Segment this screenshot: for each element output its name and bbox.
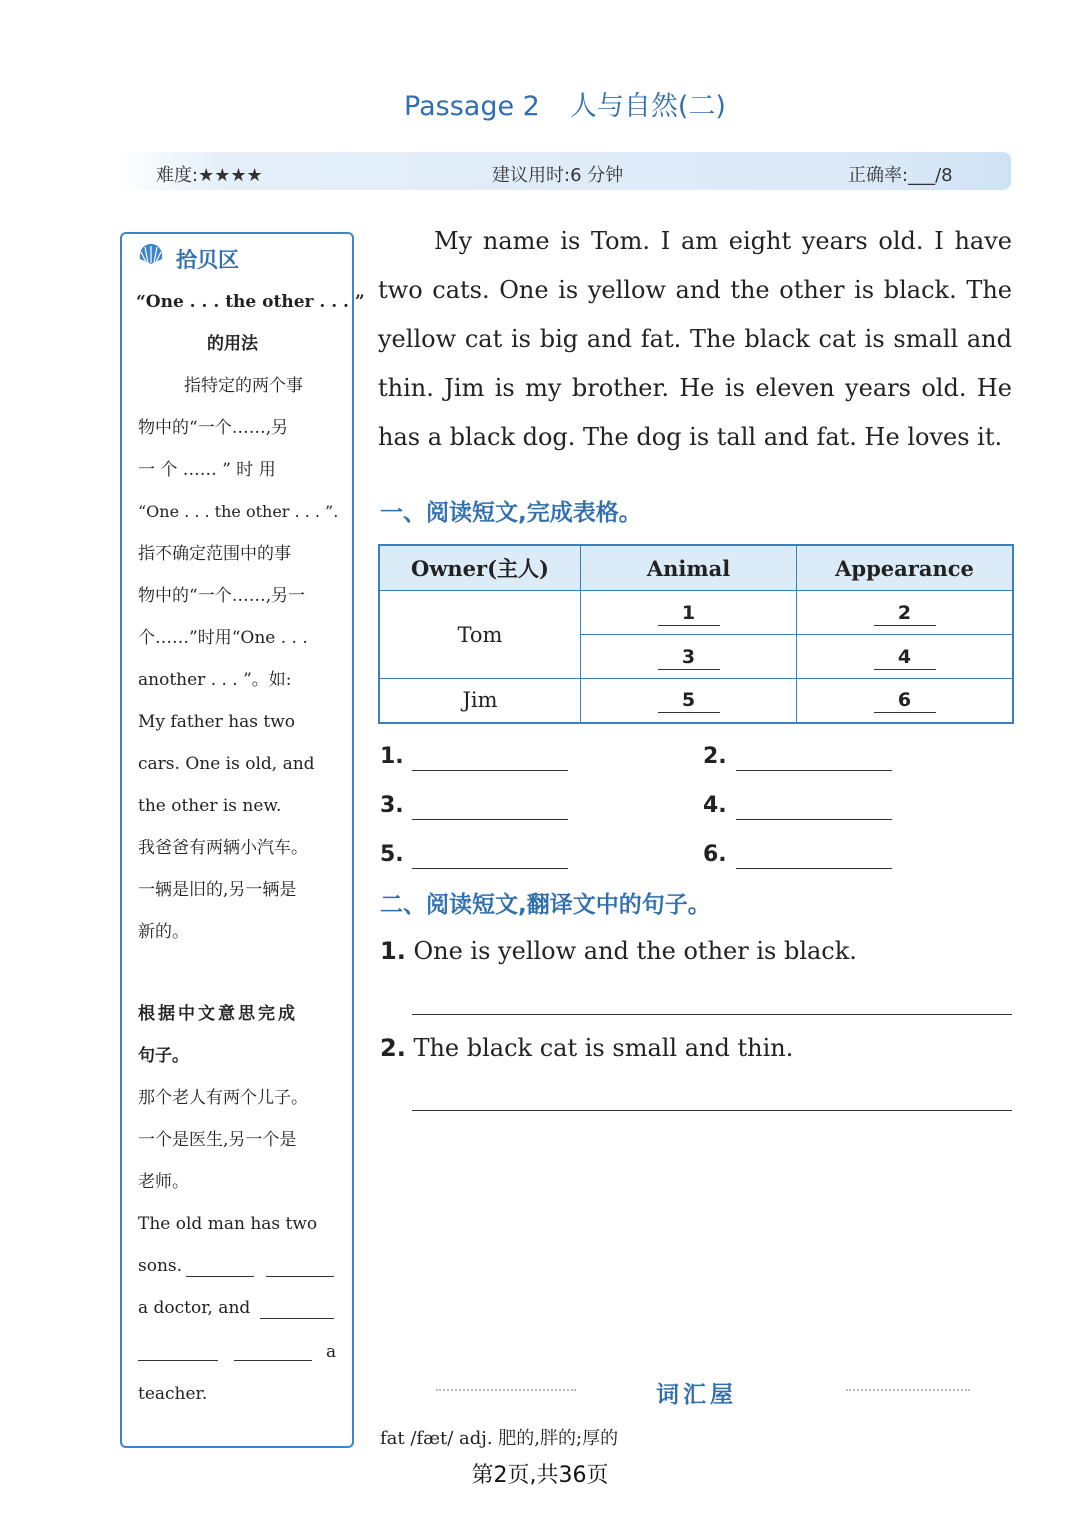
- sidebar-line: 物中的“一个……,另一: [138, 586, 306, 606]
- translation-question: [380, 1034, 793, 1062]
- exercise-title: 句子。: [138, 1046, 189, 1066]
- table-header: Appearance: [797, 545, 1014, 591]
- blank-label: 6: [874, 688, 936, 713]
- answer-line[interactable]: [412, 770, 568, 771]
- fill-blank[interactable]: [260, 1302, 334, 1319]
- answer-line[interactable]: [412, 819, 568, 820]
- vocab-entry: fat /fæt/ adj. 肥的,胖的;厚的: [380, 1428, 619, 1449]
- exercise-english: a: [326, 1342, 337, 1362]
- exercise-chinese: 那个老人有两个儿子。: [138, 1088, 308, 1108]
- sidebar-line: the other is new.: [138, 796, 282, 816]
- table-header: Animal: [581, 545, 797, 591]
- sidebar-line: 新的。: [138, 922, 189, 942]
- info-bar: [118, 152, 1011, 190]
- sidebar-line: 指不确定范围中的事: [138, 544, 291, 564]
- exercise-english: a doctor, and: [138, 1298, 251, 1318]
- page-number: 第2页,共36页: [471, 1463, 609, 1488]
- sidebar-line: another . . . ”。如:: [138, 670, 292, 690]
- fill-blank[interactable]: [138, 1344, 218, 1361]
- shell-icon: [138, 242, 164, 266]
- translation-answer-line[interactable]: [412, 1014, 1012, 1015]
- answer-label: 6.: [703, 842, 727, 867]
- fill-blank[interactable]: [234, 1344, 312, 1361]
- answer-line[interactable]: [736, 868, 892, 869]
- passage-line: thin. Jim is my brother. He is eleven years old. He: [378, 374, 1012, 402]
- exercise-english: The old man has two: [138, 1214, 318, 1234]
- owner-cell: Tom: [379, 591, 581, 679]
- exercise-title: 根据中文意思完成: [138, 1004, 298, 1024]
- sidebar-heading: 拾贝区: [176, 248, 239, 272]
- answer-label: 3.: [380, 793, 404, 818]
- translation-question: [380, 937, 857, 965]
- question-number: 2.: [380, 1034, 406, 1062]
- sidebar-line: 指特定的两个事: [184, 376, 303, 396]
- exercise-chinese: 一个是医生,另一个是: [138, 1130, 297, 1150]
- question-text: The black cat is small and thin.: [413, 1034, 794, 1062]
- exercise-english: teacher.: [138, 1384, 208, 1404]
- accuracy-field: 正确率:___/8: [848, 165, 953, 186]
- question-text: One is yellow and the other is black.: [413, 937, 857, 965]
- answer-line[interactable]: [412, 868, 568, 869]
- passage-line: has a black dog. The dog is tall and fat. He loves it.: [378, 423, 1003, 451]
- answer-label: 4.: [703, 793, 727, 818]
- answer-label: 1.: [380, 744, 404, 769]
- blank-label: 1: [658, 601, 720, 626]
- answer-table: [378, 544, 1014, 724]
- vocab-title: 词汇屋: [656, 1382, 737, 1408]
- page-title: [0, 84, 1080, 123]
- sidebar-line: “One . . . the other . . . ”.: [138, 502, 339, 521]
- divider: [846, 1389, 970, 1391]
- sidebar-line: 的用法: [207, 334, 258, 354]
- sidebar-line: 物中的“一个……,另: [138, 418, 289, 438]
- blank-label: 2: [874, 601, 936, 626]
- sidebar-line: 我爸爸有两辆小汽车。: [138, 838, 308, 858]
- sidebar-line: 一 个 …… ” 时 用: [138, 460, 276, 480]
- translation-answer-line[interactable]: [412, 1110, 1012, 1111]
- answer-line[interactable]: [736, 770, 892, 771]
- sidebar-line: 个……”时用“One . . .: [138, 628, 308, 648]
- owner-cell: Jim: [379, 679, 581, 723]
- divider: [436, 1389, 576, 1391]
- sidebar-line: cars. One is old, and: [138, 754, 315, 774]
- answer-label: 2.: [703, 744, 727, 769]
- section-title: 一、阅读短文,完成表格。: [380, 500, 642, 526]
- exercise-english: sons.: [138, 1256, 183, 1276]
- table-header: Owner(主人): [379, 545, 581, 591]
- passage-topic: 人与自然(二): [569, 91, 726, 122]
- question-number: 1.: [380, 937, 406, 965]
- sidebar-line: My father has two: [138, 712, 296, 732]
- passage-line: My name is Tom. I am eight years old. I have: [434, 227, 1012, 255]
- blank-label: 5: [658, 688, 720, 713]
- sidebar-line: “One . . . the other . . . ”: [136, 292, 365, 312]
- suggested-time: 建议用时:6 分钟: [492, 165, 624, 186]
- passage-line: two cats. One is yellow and the other is black. The: [378, 276, 1012, 304]
- section-title: 二、阅读短文,翻译文中的句子。: [380, 892, 711, 918]
- sidebar-line: 一辆是旧的,另一辆是: [138, 880, 297, 900]
- blank-label: 4: [874, 645, 936, 670]
- answer-line[interactable]: [736, 819, 892, 820]
- difficulty-rating: 难度:★★★★: [156, 165, 263, 186]
- exercise-chinese: 老师。: [138, 1172, 189, 1192]
- passage-line: yellow cat is big and fat. The black cat is small and: [378, 325, 1012, 353]
- fill-blank[interactable]: [186, 1260, 254, 1277]
- passage-label: Passage 2: [404, 91, 540, 122]
- fill-blank[interactable]: [266, 1260, 334, 1277]
- blank-label: 3: [658, 645, 720, 670]
- answer-label: 5.: [380, 842, 404, 867]
